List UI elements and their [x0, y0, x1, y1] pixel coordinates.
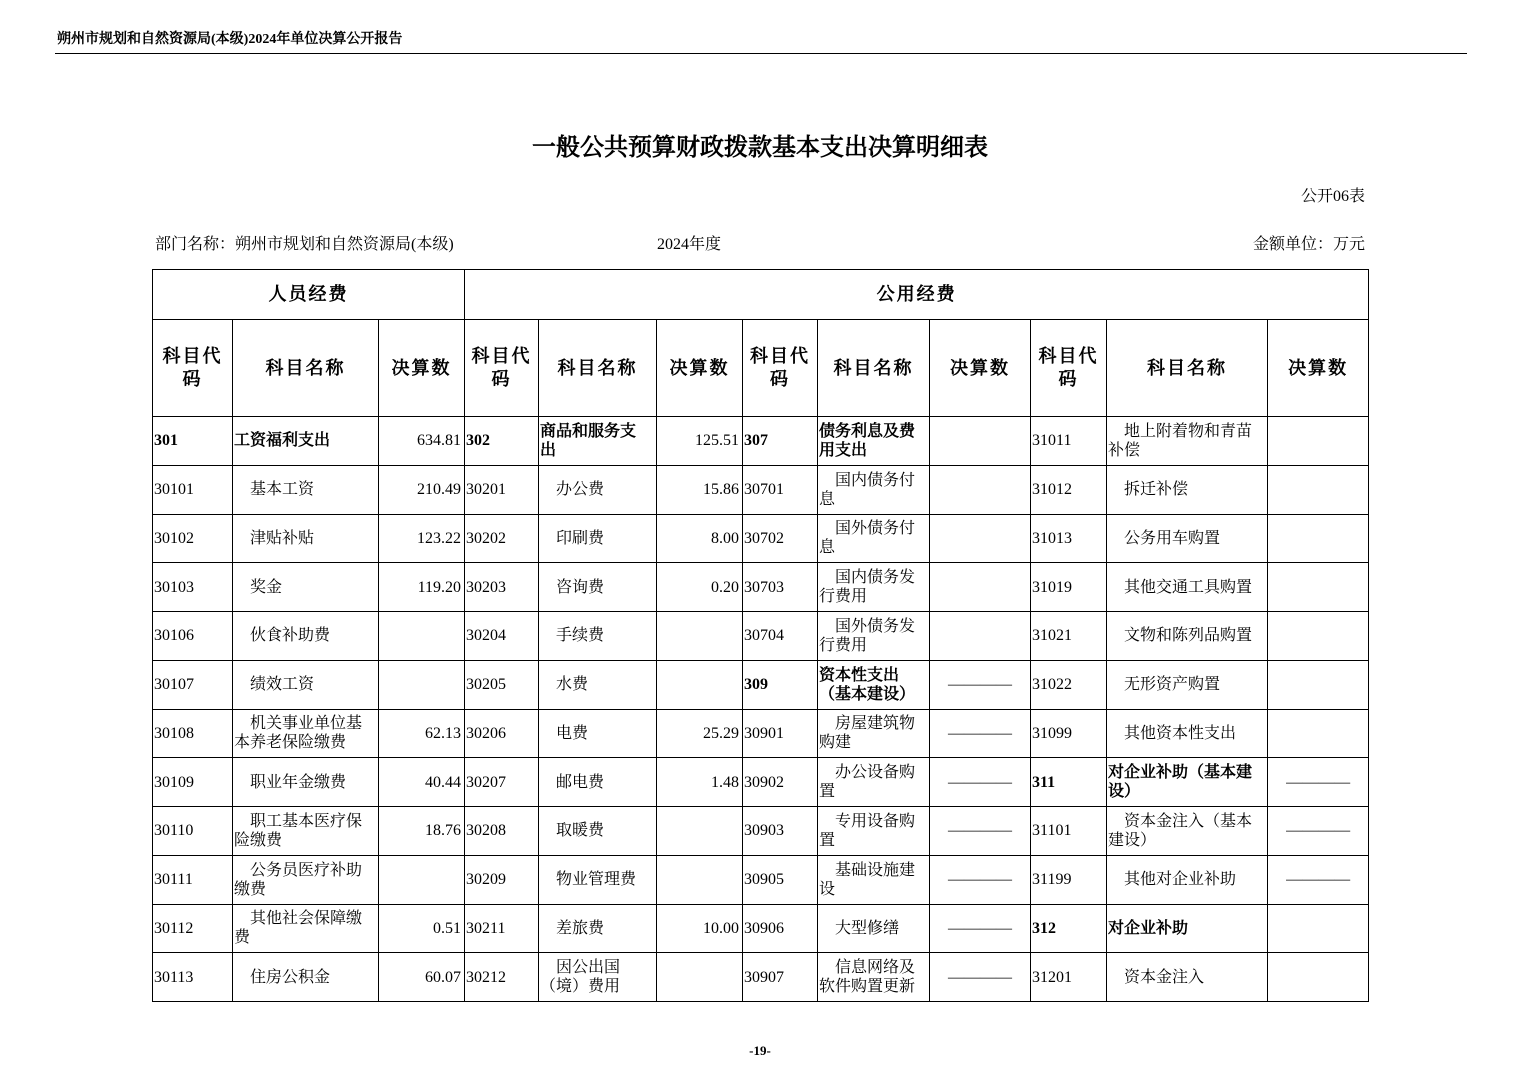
- column-header: 科目代码: [153, 320, 233, 417]
- personnel-code: 30107: [153, 660, 233, 709]
- public3-amount: [1268, 465, 1369, 514]
- personnel-amount: 40.44: [379, 758, 465, 807]
- public1-name: 邮电费: [539, 758, 657, 807]
- personnel-amount: 634.81: [379, 417, 465, 466]
- public2-name: 国内债务发行费用: [818, 563, 930, 612]
- public3-name: 无形资产购置: [1107, 660, 1268, 709]
- public1-code: 30212: [465, 953, 539, 1002]
- personnel-amount: [379, 855, 465, 904]
- column-header: 决算数: [379, 320, 465, 417]
- public2-name: 办公设备购置: [818, 758, 930, 807]
- table-row: [153, 855, 1369, 904]
- column-header: 科目代码: [743, 320, 818, 417]
- personnel-amount: 119.20: [379, 563, 465, 612]
- public2-amount: ————: [930, 904, 1031, 953]
- public2-code: 30905: [743, 855, 818, 904]
- header-divider: [55, 53, 1467, 54]
- public3-name: 其他对企业补助: [1107, 855, 1268, 904]
- personnel-name: 公务员医疗补助缴费: [233, 855, 379, 904]
- public1-amount: [657, 953, 743, 1002]
- public1-amount: 125.51: [657, 417, 743, 466]
- table-row: [153, 807, 1369, 856]
- public3-name: 公务用车购置: [1107, 514, 1268, 563]
- personnel-amount: 0.51: [379, 904, 465, 953]
- public2-amount: ————: [930, 807, 1031, 856]
- public2-code: 30701: [743, 465, 818, 514]
- public3-amount: ————: [1268, 807, 1369, 856]
- public3-code: 312: [1031, 904, 1107, 953]
- public1-amount: 8.00: [657, 514, 743, 563]
- public1-name: 差旅费: [539, 904, 657, 953]
- column-header: 科目代码: [465, 320, 539, 417]
- public3-code: 31011: [1031, 417, 1107, 466]
- personnel-code: 30101: [153, 465, 233, 514]
- public3-name: 其他交通工具购置: [1107, 563, 1268, 612]
- public2-name: 基础设施建设: [818, 855, 930, 904]
- public1-code: 30208: [465, 807, 539, 856]
- table-row: [153, 709, 1369, 758]
- personnel-name: 绩效工资: [233, 660, 379, 709]
- public1-code: 30207: [465, 758, 539, 807]
- personnel-amount: 18.76: [379, 807, 465, 856]
- table-row: [153, 465, 1369, 514]
- public3-amount: [1268, 904, 1369, 953]
- public2-code: 30703: [743, 563, 818, 612]
- public3-name: 文物和陈列品购置: [1107, 612, 1268, 661]
- column-header: 决算数: [657, 320, 743, 417]
- public2-code: 30907: [743, 953, 818, 1002]
- public2-name: 债务利息及费用支出: [818, 417, 930, 466]
- public2-amount: ————: [930, 953, 1031, 1002]
- public2-amount: [930, 417, 1031, 466]
- public2-name: 信息网络及软件购置更新: [818, 953, 930, 1002]
- column-header: 决算数: [930, 320, 1031, 417]
- public3-code: 311: [1031, 758, 1107, 807]
- public1-name: 印刷费: [539, 514, 657, 563]
- public2-name: 大型修缮: [818, 904, 930, 953]
- public3-amount: ————: [1268, 758, 1369, 807]
- public2-code: 30902: [743, 758, 818, 807]
- personnel-code: 30112: [153, 904, 233, 953]
- public1-code: 30204: [465, 612, 539, 661]
- public1-amount: [657, 660, 743, 709]
- public1-code: 30202: [465, 514, 539, 563]
- public3-code: 31022: [1031, 660, 1107, 709]
- public1-amount: 10.00: [657, 904, 743, 953]
- public2-code: 309: [743, 660, 818, 709]
- public3-amount: [1268, 417, 1369, 466]
- expenditure-table: [152, 269, 1369, 1002]
- personnel-name: 基本工资: [233, 465, 379, 514]
- public1-amount: 1.48: [657, 758, 743, 807]
- table-row: [153, 612, 1369, 661]
- public1-amount: [657, 612, 743, 661]
- table-row: [153, 660, 1369, 709]
- personnel-code: 30103: [153, 563, 233, 612]
- page-title: 一般公共预算财政拨款基本支出决算明细表: [532, 135, 988, 161]
- personnel-name: 奖金: [233, 563, 379, 612]
- fiscal-year: 2024年度: [657, 236, 722, 253]
- public1-code: 30209: [465, 855, 539, 904]
- public1-name: 取暖费: [539, 807, 657, 856]
- public2-code: 30702: [743, 514, 818, 563]
- table-row: [153, 563, 1369, 612]
- table-row: [153, 514, 1369, 563]
- public1-name: 水费: [539, 660, 657, 709]
- personnel-name: 机关事业单位基本养老保险缴费: [233, 709, 379, 758]
- public2-name: 国外债务发行费用: [818, 612, 930, 661]
- public3-amount: [1268, 514, 1369, 563]
- personnel-code: 30113: [153, 953, 233, 1002]
- public2-code: 30704: [743, 612, 818, 661]
- public3-amount: [1268, 563, 1369, 612]
- personnel-amount: [379, 612, 465, 661]
- public3-amount: ————: [1268, 855, 1369, 904]
- personnel-name: 其他社会保障缴费: [233, 904, 379, 953]
- public1-name: 商品和服务支出: [539, 417, 657, 466]
- public1-name: 办公费: [539, 465, 657, 514]
- table-row: [153, 758, 1369, 807]
- public3-name: 对企业补助: [1107, 904, 1268, 953]
- report-header-title: 朔州市规划和自然资源局(本级)2024年单位决算公开报告: [57, 32, 403, 47]
- public3-name: 地上附着物和青苗补偿: [1107, 417, 1268, 466]
- column-header: 科目名称: [818, 320, 930, 417]
- personnel-code: 301: [153, 417, 233, 466]
- public1-name: 咨询费: [539, 563, 657, 612]
- group-public: 公用经费: [465, 270, 1369, 320]
- public3-code: 31013: [1031, 514, 1107, 563]
- public3-amount: [1268, 709, 1369, 758]
- public3-amount: [1268, 612, 1369, 661]
- personnel-name: 住房公积金: [233, 953, 379, 1002]
- public1-code: 30203: [465, 563, 539, 612]
- table-row: [153, 904, 1369, 953]
- public3-amount: [1268, 660, 1369, 709]
- public2-amount: [930, 514, 1031, 563]
- personnel-name: 工资福利支出: [233, 417, 379, 466]
- column-header-row: [153, 320, 1369, 417]
- public1-code: 30211: [465, 904, 539, 953]
- personnel-code: 30110: [153, 807, 233, 856]
- public2-code: 30906: [743, 904, 818, 953]
- public2-name: 国外债务付息: [818, 514, 930, 563]
- public2-code: 30901: [743, 709, 818, 758]
- public2-code: 307: [743, 417, 818, 466]
- public1-code: 30206: [465, 709, 539, 758]
- personnel-name: 津贴补贴: [233, 514, 379, 563]
- public1-name: 电费: [539, 709, 657, 758]
- personnel-amount: 62.13: [379, 709, 465, 758]
- personnel-amount: [379, 660, 465, 709]
- public1-amount: [657, 855, 743, 904]
- public1-amount: 25.29: [657, 709, 743, 758]
- public3-code: 31012: [1031, 465, 1107, 514]
- personnel-code: 30106: [153, 612, 233, 661]
- department-name: 部门名称：朔州市规划和自然资源局(本级): [155, 236, 454, 253]
- public3-name: 拆迁补偿: [1107, 465, 1268, 514]
- public2-amount: ————: [930, 758, 1031, 807]
- table-row: [153, 417, 1369, 466]
- table-number: 公开06表: [1300, 188, 1365, 205]
- public2-name: 资本性支出（基本建设）: [818, 660, 930, 709]
- public3-code: 31101: [1031, 807, 1107, 856]
- public2-name: 房屋建筑物购建: [818, 709, 930, 758]
- public3-code: 31019: [1031, 563, 1107, 612]
- public2-amount: ————: [930, 855, 1031, 904]
- amount-unit: 金额单位：万元: [1252, 236, 1365, 253]
- public3-name: 资本金注入（基本建设）: [1107, 807, 1268, 856]
- group-header-row: [153, 270, 1369, 320]
- page-number: -19-: [749, 1043, 771, 1058]
- public1-name: 因公出国（境）费用: [539, 953, 657, 1002]
- personnel-name: 职工基本医疗保险缴费: [233, 807, 379, 856]
- public2-amount: ————: [930, 709, 1031, 758]
- personnel-amount: 210.49: [379, 465, 465, 514]
- public3-code: 31201: [1031, 953, 1107, 1002]
- group-personnel: 人员经费: [153, 270, 465, 320]
- public2-name: 国内债务付息: [818, 465, 930, 514]
- personnel-name: 伙食补助费: [233, 612, 379, 661]
- public2-amount: [930, 563, 1031, 612]
- public2-amount: ————: [930, 660, 1031, 709]
- public3-code: 31199: [1031, 855, 1107, 904]
- table-row: [153, 953, 1369, 1002]
- public3-name: 其他资本性支出: [1107, 709, 1268, 758]
- personnel-amount: 60.07: [379, 953, 465, 1002]
- public3-amount: [1268, 953, 1369, 1002]
- column-header: 科目名称: [1107, 320, 1268, 417]
- personnel-code: 30108: [153, 709, 233, 758]
- public1-code: 302: [465, 417, 539, 466]
- column-header: 科目名称: [539, 320, 657, 417]
- public1-amount: 15.86: [657, 465, 743, 514]
- public1-code: 30201: [465, 465, 539, 514]
- public1-name: 手续费: [539, 612, 657, 661]
- personnel-code: 30102: [153, 514, 233, 563]
- column-header: 科目名称: [233, 320, 379, 417]
- public3-code: 31021: [1031, 612, 1107, 661]
- public1-name: 物业管理费: [539, 855, 657, 904]
- public2-amount: [930, 465, 1031, 514]
- public3-name: 对企业补助（基本建设）: [1107, 758, 1268, 807]
- public2-amount: [930, 612, 1031, 661]
- public3-code: 31099: [1031, 709, 1107, 758]
- personnel-amount: 123.22: [379, 514, 465, 563]
- public2-code: 30903: [743, 807, 818, 856]
- public3-name: 资本金注入: [1107, 953, 1268, 1002]
- personnel-code: 30111: [153, 855, 233, 904]
- column-header: 决算数: [1268, 320, 1369, 417]
- public1-amount: 0.20: [657, 563, 743, 612]
- personnel-code: 30109: [153, 758, 233, 807]
- public2-name: 专用设备购置: [818, 807, 930, 856]
- public1-amount: [657, 807, 743, 856]
- public1-code: 30205: [465, 660, 539, 709]
- personnel-name: 职业年金缴费: [233, 758, 379, 807]
- column-header: 科目代码: [1031, 320, 1107, 417]
